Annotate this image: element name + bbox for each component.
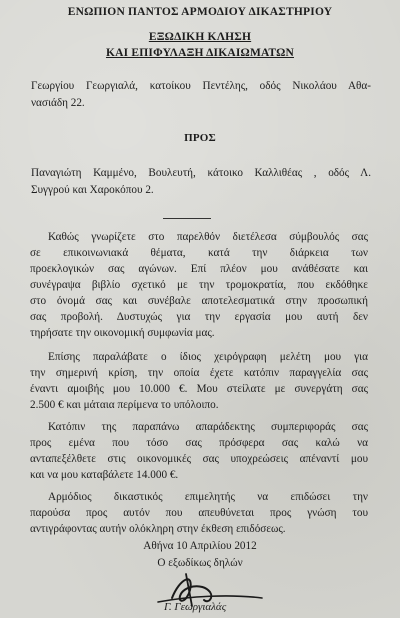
body-line: έναντι αμοιβής μου 10.000 €. Μου στείλατε με συνεργάτη σας: [30, 383, 368, 395]
date-line: Αθήνα 10 Απριλίου 2012: [143, 540, 257, 552]
recipient-line-2: Συγγρού και Χαροκόπου 2.: [31, 184, 154, 196]
separator-line: [163, 218, 211, 219]
pros-heading: ΠΡΟΣ: [184, 132, 216, 144]
sender-line-1: Γεωργίου Γεωργιαλά, κατοίκου Πεντέλης, οδός Νικολάου Αθα-: [31, 80, 371, 92]
body-line: συνέγραψα βιβλίο σχετικό με την τρομοκρατία, που εκδόθηκε: [30, 279, 368, 291]
court-heading: ΕΝΩΠΙΟΝ ΠΑΝΤΟΣ ΑΡΜΟΔΙΟΥ ΔΙΚΑΣΤΗΡΙΟΥ: [67, 6, 333, 18]
body-line: προς εμένα που τόσο σας πρόσφερα σας καλώ να: [30, 437, 368, 449]
body-line: τηρήσατε την οικονομική συμφωνία μας.: [30, 327, 215, 339]
body-line: Αρμόδιος δικαστικός επιμελητής να επιδώσει την: [48, 491, 368, 503]
document-title-line-2: ΚΑΙ ΕΠΙΦΥΛΑΞΗ ΔΙΚΑΙΩΜΑΤΩΝ: [105, 47, 294, 59]
body-line: την σημερινή κρίση, την οποία έχετε κατόπιν παραγγελία σας: [30, 367, 368, 379]
body-line: παρούσα προς αυτόν που απευθύνεται προς γνώση του: [30, 507, 368, 519]
body-line: στο όνομά σας και συνέβαλε αποτελεσματικά στην προσωπική: [30, 295, 368, 307]
body-line: Επίσης παραλάβατε ο ίδιος χειρόγραφη μελέτη μου για: [48, 351, 368, 363]
body-line: προεκλογικών σας αγώνων. Επί πλέον μου ανάθέσατε και: [30, 263, 368, 275]
signature-name: Γ. Γεωργιαλάς: [164, 601, 227, 613]
body-line: Καθώς γνωρίζετε στο παρελθόν διετέλεσα σύμβουλός σας: [48, 231, 368, 243]
body-line: Κατόπιν της παραπάνω απαράδεκτης συμπεριφοράς σας: [48, 421, 368, 433]
closing-line: Ο εξωδίκως δηλών: [157, 557, 243, 569]
body-line: σε επικοινωνιακά θέματα, κατά την διάρκεια των: [30, 247, 368, 259]
recipient-line-1: Παναγιώτη Καμμένο, Βουλευτή, κάτοικο Καλλιθέας , οδός Λ.: [31, 167, 371, 179]
sender-line-2: νασιάδη 22.: [31, 97, 85, 109]
document-title-line-1: ΕΞΩΔΙΚΗ ΚΛΗΣΗ: [148, 31, 252, 43]
body-line: σας προβολή. Δυστυχώς για την εργασία μου αυτή δεν: [30, 311, 368, 323]
body-line: και να μου καταβάλετε 14.000 €.: [30, 469, 179, 481]
body-line: αντιγράφοντας αυτήν ολόκληρη στην έκθεση επιδόσεως.: [30, 523, 286, 535]
body-line: 2.500 € και μάταια περίμενα το υπόλοιπο.: [30, 399, 219, 411]
body-line: ανταπεξέλθετε στις οικονομικές σας υποχρεώσεις απέναντί μου: [30, 453, 368, 465]
